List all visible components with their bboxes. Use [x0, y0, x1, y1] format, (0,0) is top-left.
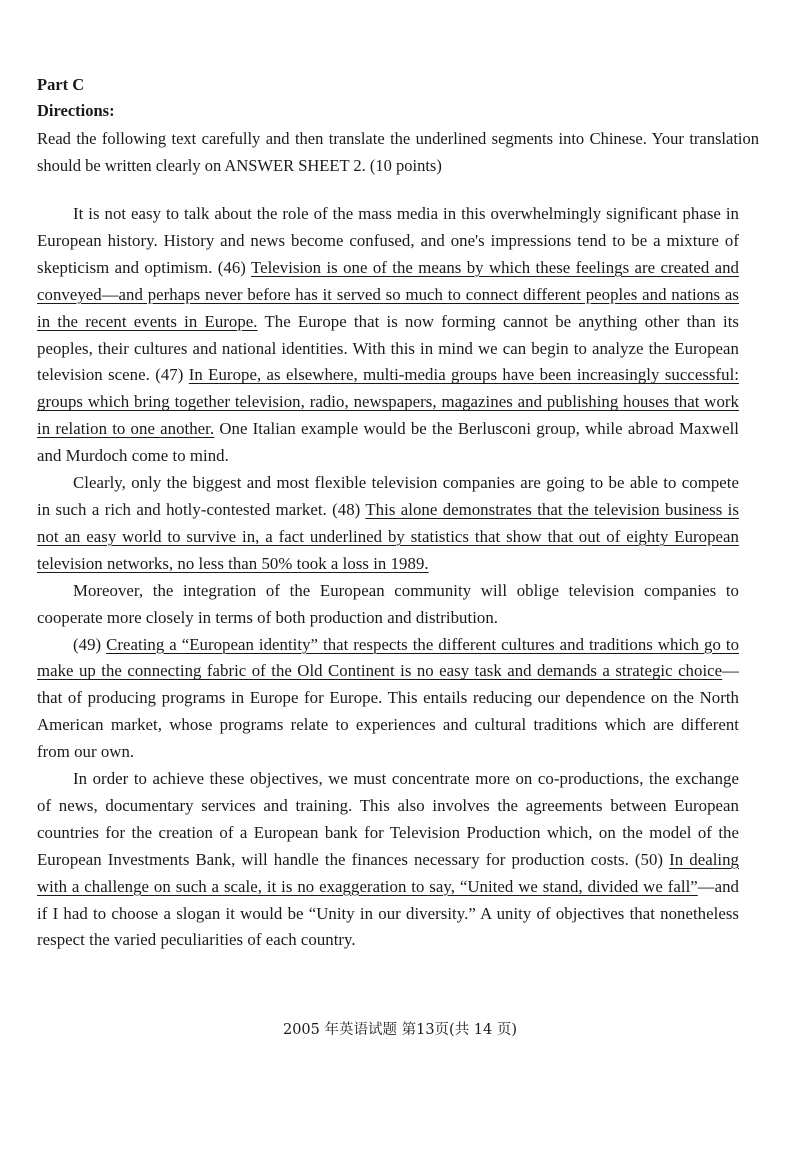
plain-text: (49)	[73, 634, 107, 654]
paragraph	[37, 578, 739, 632]
plain-text: —and if I had to choose a slogan it would be “Unity in our diversity.” A unity of objectives that nonetheless respect the varied peculiarities of each country.	[37, 876, 739, 950]
reading-passage	[37, 201, 739, 954]
underlined-segment-50: In dealing with a challenge on such a scale, it is no exaggeration to say, “United we stand, divided we fall”	[37, 849, 739, 896]
underlined-segment-48: This alone demonstrates that the television business is not an easy world to survive in, a fact underlined by statistics that show that out of eighty European television networks, no less than 50% took a loss in 1989.	[37, 499, 739, 573]
part-title: Part C	[37, 75, 85, 94]
paragraph	[37, 766, 739, 954]
plain-text: Moreover, the integration of the European community will oblige television companies to cooperate more closely in terms of both production and distribution.	[37, 580, 739, 627]
underlined-segment-47: In Europe, as elsewhere, multi-media groups have been increasingly successful: groups which bring together television, radio, newspapers, magazines and publishing houses that work in relation to one another.	[37, 365, 739, 439]
plain-text: It is not easy to talk about the role of the mass media in this overwhelmingly significant phase in European history. History and news become confused, and one's impressions tend to be a mixture of skepticism and optimism. (46)	[37, 204, 739, 277]
directions-text: Read the following text carefully and then translate the underlined segments into Chinese. Your translation should be written clearly on ANSWER SHEET 2. (10 points)	[37, 129, 759, 175]
page-footer: 2005 年英语试题 第13页(共 14 页)	[282, 1022, 518, 1038]
plain-text: The Europe that is now forming cannot be anything other than its peoples, their cultures and national identities. With this in mind we can begin to analyze the European television scene. (47)	[37, 311, 739, 385]
paragraph	[37, 470, 739, 578]
underlined-segment-46: Television is one of the means by which these feelings are created and conveyed—and perhaps never before has it served so much to connect different peoples and nations as in the recent events in Europe.	[37, 257, 739, 331]
plain-text: One Italian example would be the Berlusconi group, while abroad Maxwell and Murdoch come to mind.	[37, 419, 739, 466]
directions-label: Directions:	[37, 101, 115, 120]
paragraph	[37, 201, 739, 470]
plain-text: In order to achieve these objectives, we must concentrate more on co-productions, the exchange of news, documentary services and training. This also involves the agreements between European countries for the creation of a European bank for Television Production which, on the model of the European Investments Bank, will handle the finances necessary for production costs. (50)	[37, 769, 739, 869]
paragraph	[37, 632, 739, 767]
plain-text: Clearly, only the biggest and most flexible television companies are going to be able to compete in such a rich and hotly-contested market. (48)	[37, 473, 739, 519]
underlined-segment-49: Creating a “European identity” that respects the different cultures and traditions which go to make up the connecting fabric of the Old Continent is no easy task and demands a strategic choice	[37, 634, 740, 681]
plain-text: —that of producing programs in Europe for Europe. This entails reducing our dependence on the North American market, whose programs relate to experiences and cultural traditions which are different from our own.	[37, 661, 739, 762]
